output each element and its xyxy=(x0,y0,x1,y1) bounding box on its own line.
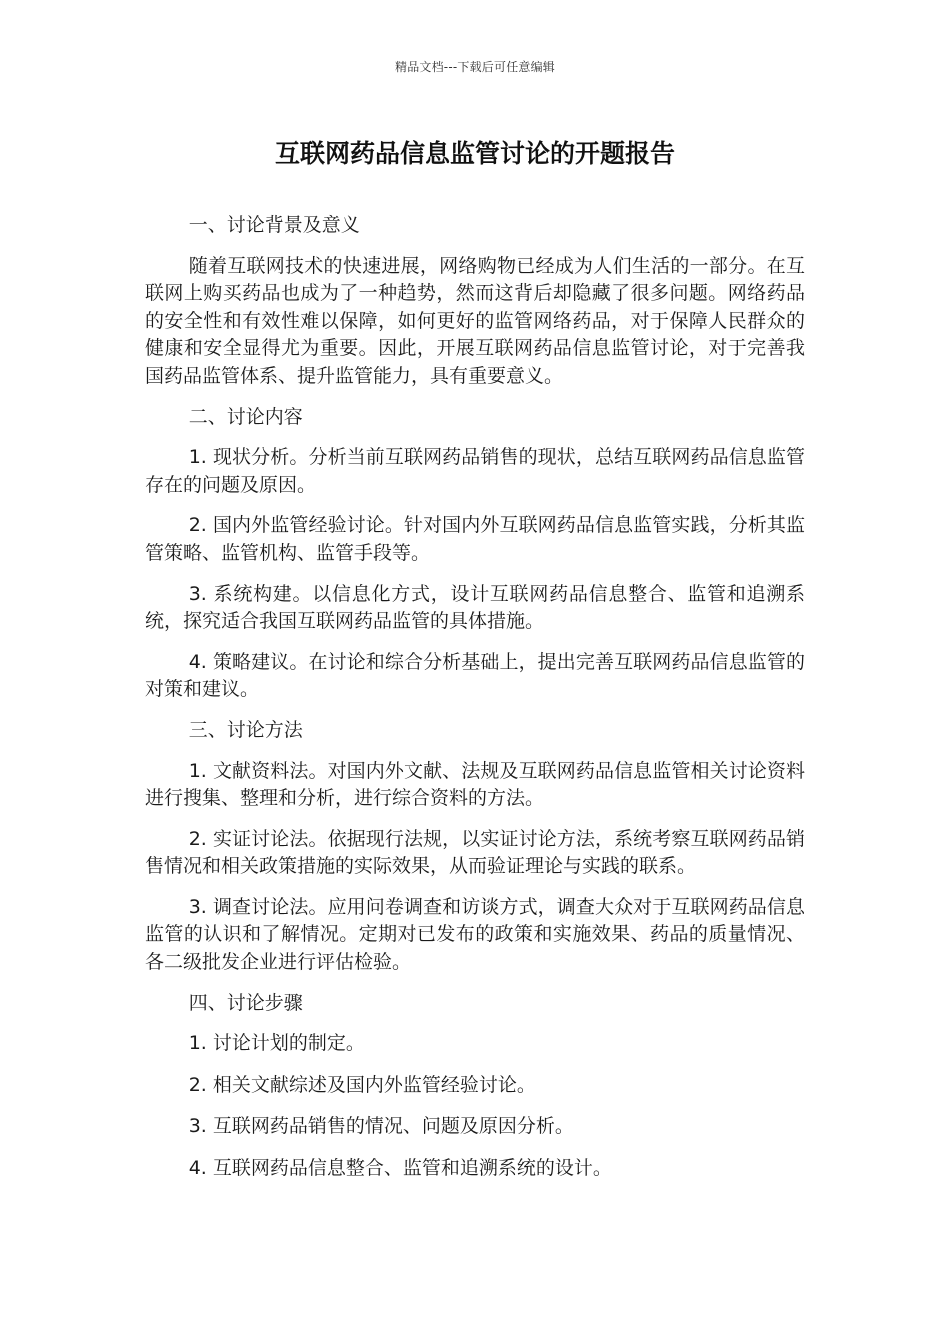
step-item-3: 3. 互联网药品销售的情况、问题及原因分析。 xyxy=(188,1115,574,1138)
method-item-3: 3. 调查讨论法。应用问卷调查和访谈方式，调查大众对于互联网药品信息监管的认识和了解情况。定期对已发布的政策和实施效果、药品的质量情况、各二级批发企业进行评估检验。 xyxy=(145,895,805,974)
step-item-4: 4. 互联网药品信息整合、监管和追溯系统的设计。 xyxy=(188,1157,612,1180)
content-item-1: 1. 现状分析。分析当前互联网药品销售的现状，总结互联网药品信息监管存在的问题及原因。 xyxy=(145,446,805,496)
document-title: 互联网药品信息监管讨论的开题报告 xyxy=(274,139,675,168)
section-heading-content: 二、讨论内容 xyxy=(188,405,303,428)
section-heading-background: 一、讨论背景及意义 xyxy=(188,214,360,236)
method-item-1: 1. 文献资料法。对国内外文献、法规及互联网药品信息监管相关讨论资料进行搜集、整理和分析，进行综合资料的方法。 xyxy=(145,759,805,810)
step-item-1: 1. 讨论计划的制定。 xyxy=(188,1032,365,1055)
content-item-4: 4. 策略建议。在讨论和综合分析基础上，提出完善互联网药品信息监管的对策和建议。 xyxy=(145,650,805,701)
content-item-3: 3. 系统构建。以信息化方式，设计互联网药品信息整合、监管和追溯系统，探究适合我国互联网药品监管的具体措施。 xyxy=(145,582,805,633)
step-item-2: 2. 相关文献综述及国内外监管经验讨论。 xyxy=(188,1073,536,1096)
method-item-2: 2. 实证讨论法。依据现行法规，以实证讨论方法，系统考察互联网药品销售情况和相关政策措施的实际效果，从而验证理论与实践的联系。 xyxy=(145,827,805,878)
document-body xyxy=(145,212,805,1197)
header-note: 精品文档---下载后可任意编辑 xyxy=(395,60,555,74)
content-item-2: 2. 国内外监管经验讨论。针对国内外互联网药品信息监管实践，分析其监管策略、监管机构、监管手段等。 xyxy=(145,514,805,564)
section-heading-methods: 三、讨论方法 xyxy=(188,718,303,741)
section-heading-steps: 四、讨论步骤 xyxy=(188,991,303,1014)
paragraph-background: 随着互联网技术的快速进展，网络购物已经成为人们生活的一部分。在互联网上购买药品也成为了一种趋势，然而这背后却隐藏了很多问题。网络药品的安全性和有效性难以保障，如何更好的监管网络药品，对于保障人民群众的健康和安全显得尤为重要。因此，开展互联网药品信息监管讨论，对于完善我国药品监管体系、提升监管能力，具有重要意义。 xyxy=(145,254,805,387)
